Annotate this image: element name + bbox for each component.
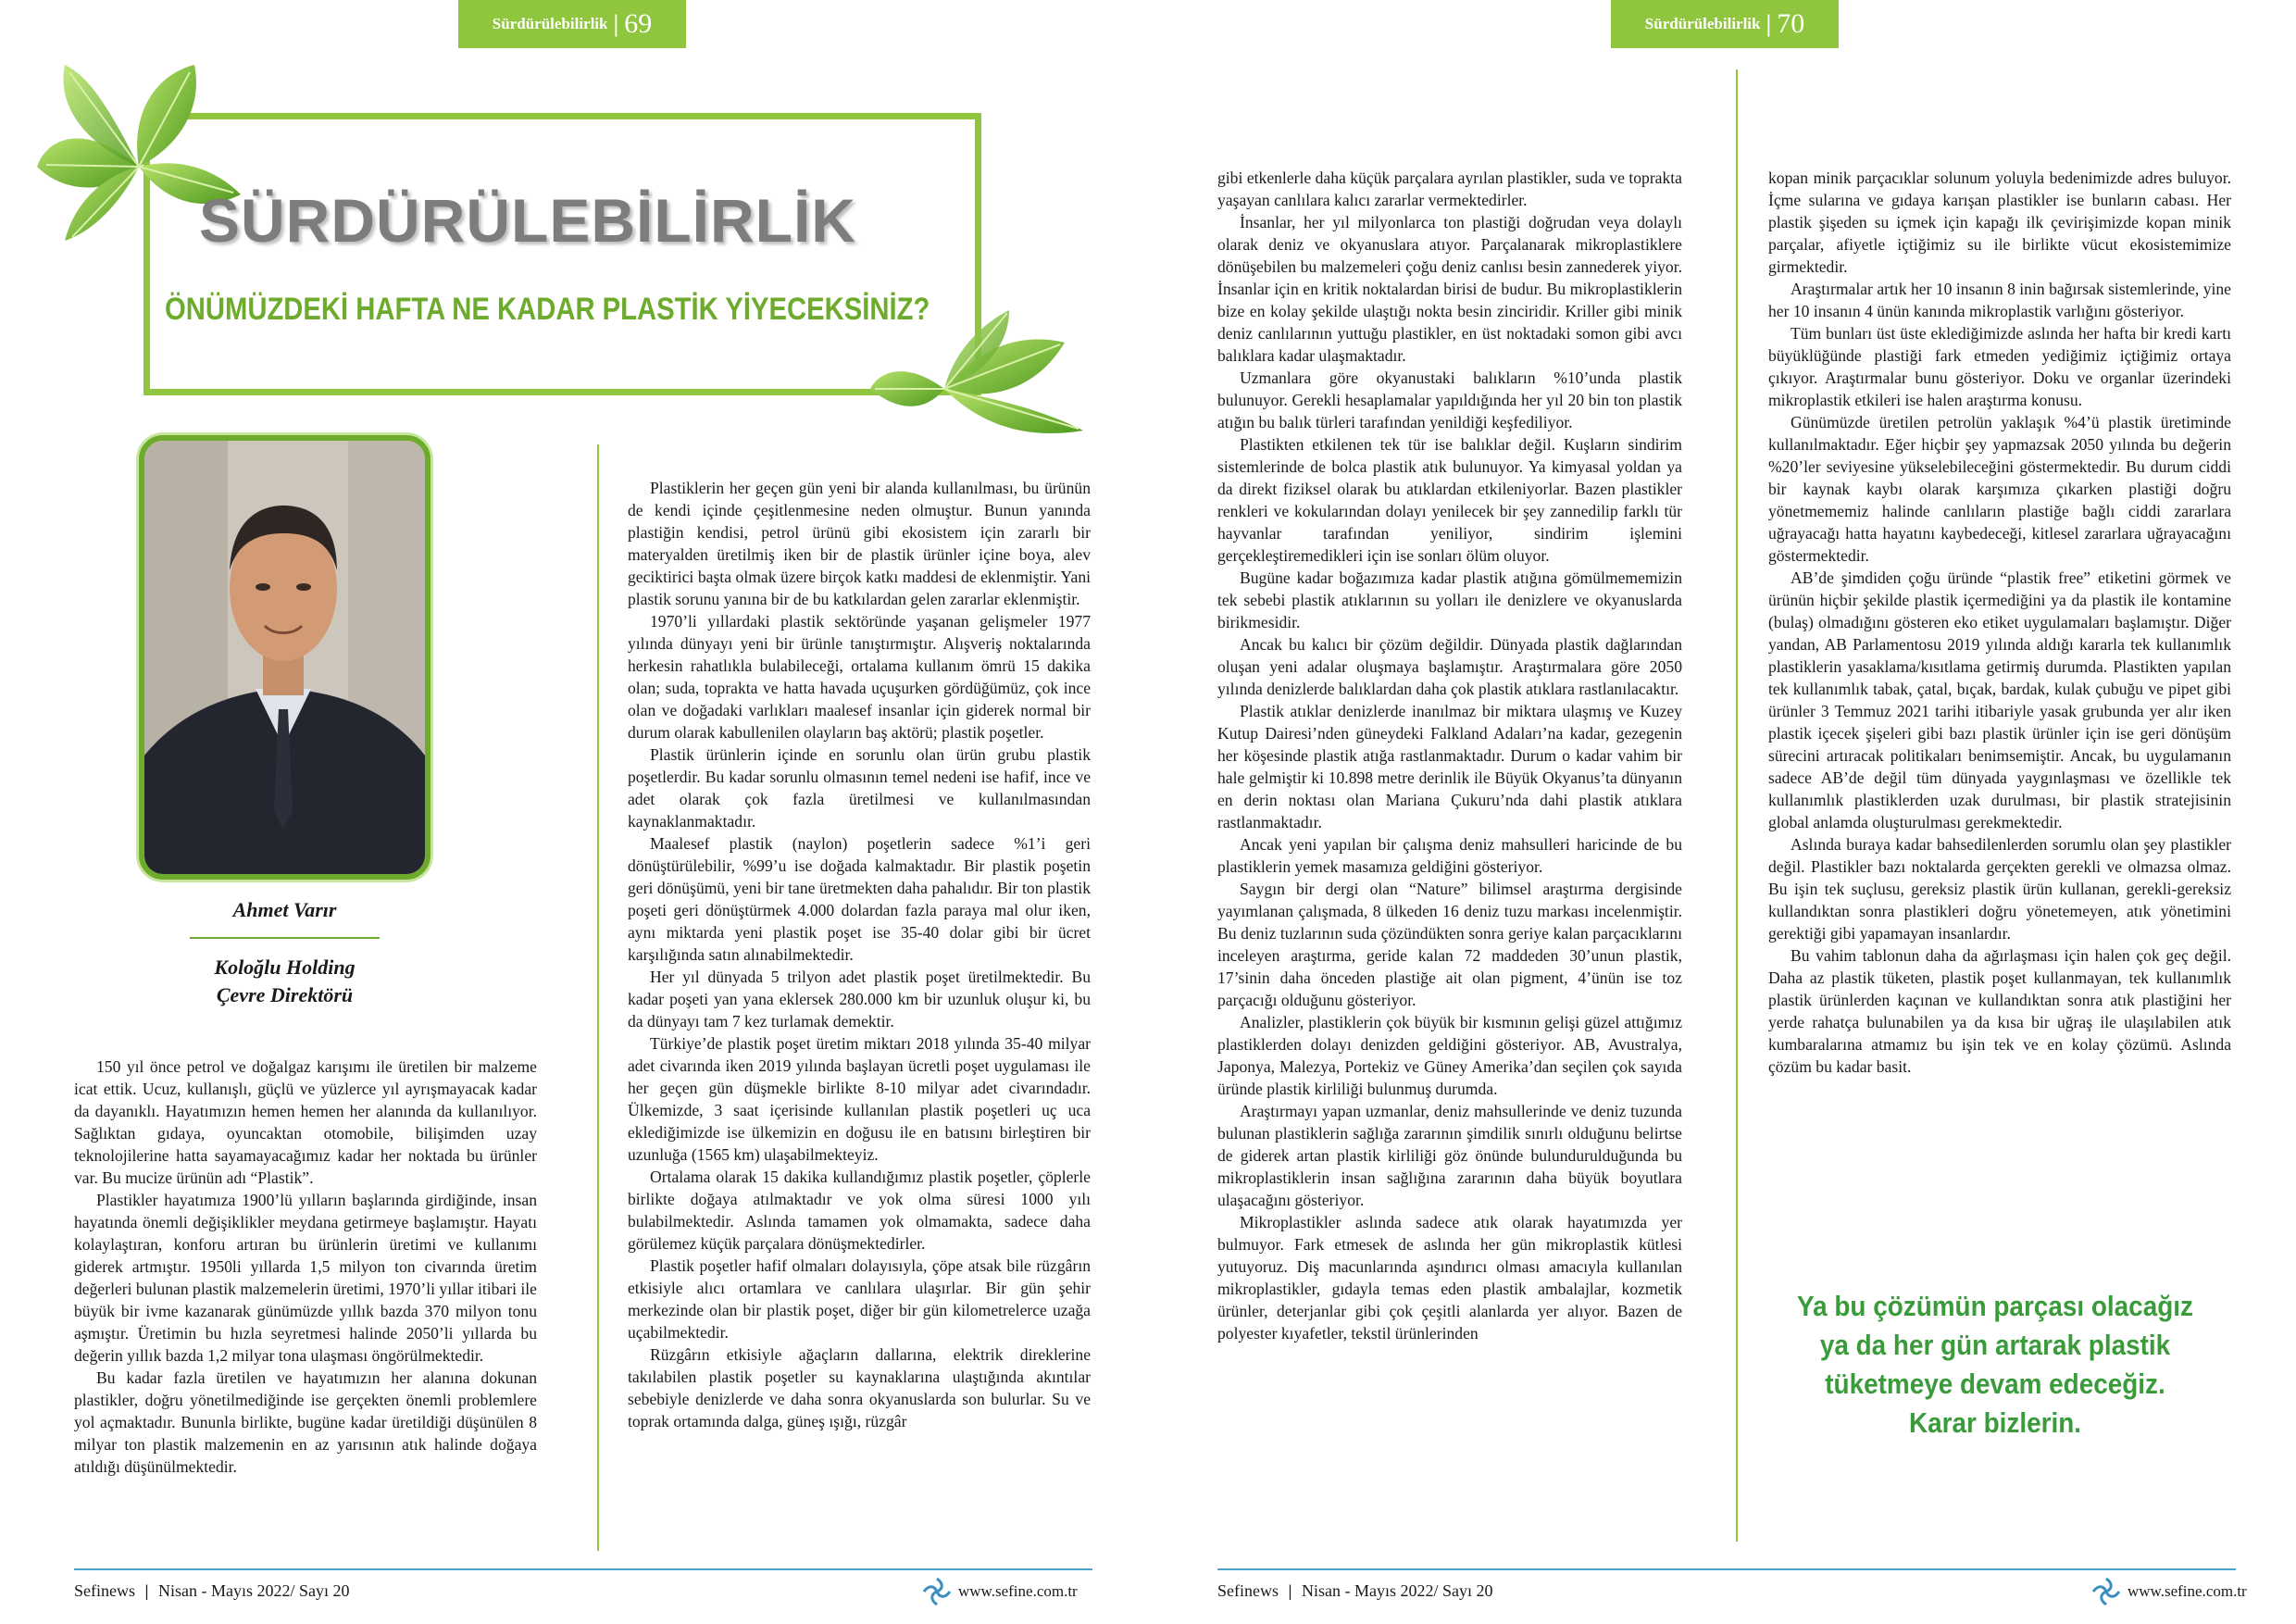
footer-url[interactable]: www.sefine.com.tr <box>2128 1582 2247 1600</box>
author-photo <box>139 435 430 880</box>
paragraph: AB’de şimdiden çoğu üründe “plastik free” etiketini görmek ve ürünün hiçbir şekilde plastik içermediğini ya da plastik ile kontamine (bulaş) olmadığını gösteren eko etiket uygulamaları başlamıştır. Diğer yandan, AB Parlamentosu 2019 yılında aldığı kararla tek kullanımlık plastiklerin yasaklama/kısıtlama getirmiş durumda. Plastikten yapılan tek kullanımlık tabak, çatal, bıçak, bardak, kulak çubuğu ve pipet gibi ürünler 3 Temmuz 2021 tarihi itibariyle yasak grubunda yer alır iken plastik içecek şişeleri gibi bazı plastik ürünler için ise geri dönüşüm sürecini artıracak politikaları benimsemiştir. Ancak, bu uygulamanın sadece AB’de değil tüm dünyada yaygınlaşması ve özellikle tek kullanımlık plastiklerden uzak durulması, bir plastik stratejisinin global anlamda oluşturulması gerekmektedir. <box>1768 568 2231 831</box>
author-affiliation <box>139 954 430 1009</box>
section-tab <box>458 0 686 48</box>
person-portrait-icon <box>144 441 425 874</box>
author-name: Ahmet Varır <box>232 898 337 921</box>
footer-masthead <box>74 1581 349 1601</box>
right-column-1 <box>1217 167 1682 1344</box>
article-title: SÜRDÜRÜLEBİLİRLİK <box>199 186 856 255</box>
paragraph: Plastikler hayatımıza 1900’lü yılların başlarında girdiğinde, insan hayatında önemli değişiklikler meydana getirmeye başlamıştır. Hayatı kolaylaştıran, konforu artıran bu ürünlerin üretimi ve kullanımı giderek artmıştır. 1950li yıllarda 1,5 milyon ton civarında üretim değerleri bulunan plastik malzemelerin üretimi, 1970’li yıllar itibari ile büyük bir ivme kazanarak günümüzde yıllık bazda 370 milyon tonu aşmıştır. Üretimin bu hızla seyretmesi halinde 2050’li yıllarda bu değerin yıllık bazda 1,2 milyar tona ulaşması öngörülmektedir. <box>74 1191 537 1365</box>
section-label: Sürdürülebilirlik <box>492 15 608 32</box>
paragraph: Uzmanlara göre okyanustaki balıkların %10’unda plastik bulunuyor. Gerekli hesaplamalar yapıldığında her yıl 20 bin ton plastik atığın bu balık türleri tarafından yenildiği keşfediliyor. <box>1217 369 1682 431</box>
paragraph: Plastiklerin her geçen gün yeni bir alanda kullanılması, bu ürünün de kendi içinde çeşitlenmesine neden olmuştur. Bunun yanında plastiğin kendisi, petrol ürünü gibi ekosistem için zararlı bir materyalden üretilmiş iken bir de plastik ürünler içine boya, alev geciktirici başta olmak üzere birçok katkı maddesi de eklenmiştir. Yani plastik sorunu yanına bir de bu katkılardan gelen zararlar eklenmiştir. <box>628 479 1091 608</box>
paragraph: Analizler, plastiklerin çok büyük bir kısmının gelişi güzel attığımız plastiklerden dolayı denizden geldiğini gösteriyor. AB, Avustralya, Japonya, Malezya, Portekiz ve Güney Amerika’dan seçilen çok sayıda üründe plastik kirliliği bulunmuş durumda. <box>1217 1013 1682 1098</box>
paragraph: Plastik poşetler hafif olmaları dolayısıyla, çöpe atsak bile rüzgârın etkisiyle alıcı ortamlara ve canlılara ulaşırlar. Bir gün şehir merkezinde olan bir plastik poşet, diğer bir gün kilometrelerce uzağa uçabilmektedir. <box>628 1256 1091 1342</box>
paragraph: Günümüzde üretilen petrolün yaklaşık %4’ü plastik üretiminde kullanılmaktadır. Eğer hiçbir şey yapmazsak 2050 yılında bu değerin %20’ler seviyesine yükselebileceğini göstermektedir. Bu durum ciddi bir kaynak kaybı olarak karşımıza çıkarken plastiği doğru yönetmememiz halinde canlıların plastiğe bağlı ciddi zararlara uğrayacağı hatta hayatını kaybedeceği, kitlesel zararlara uğrayacağını göstermektedir. <box>1768 413 2231 565</box>
left-column-2 <box>628 477 1091 1432</box>
footer-magazine: Sefinews <box>1217 1581 1279 1600</box>
tab-separator: | <box>613 10 619 37</box>
sefine-logo-icon <box>2090 1576 2122 1607</box>
footer-issue: Nisan - Mayıs 2022/ Sayı 20 <box>157 1581 350 1600</box>
right-column-2 <box>1768 167 2231 1078</box>
paragraph: Ancak yeni yapılan bir çalışma deniz mahsulleri haricinde de bu plastiklerin yemek masamıza geldiğini gösteriyor. <box>1217 835 1682 876</box>
footer-site <box>2090 1576 2247 1607</box>
author-divider <box>190 937 380 939</box>
tab-separator: | <box>1766 10 1772 37</box>
footer-url[interactable]: www.sefine.com.tr <box>958 1582 1078 1600</box>
footer-site <box>921 1576 1078 1607</box>
paragraph: Plastik ürünlerin içinde en sorunlu olan ürün grubu plastik poşetlerdir. Bu kadar sorunlu olmasının temel nedeni ise hafif, ince ve adet olarak çok fazla üretilmesi ve kullanılmasından kaynaklanmaktadır. <box>628 745 1091 831</box>
section-tab <box>1611 0 1839 48</box>
paragraph: 150 yıl önce petrol ve doğalgaz karışımı ile üretilen bir malzeme icat ettik. Ucuz, kullanışlı, güçlü ve yüzlerce yıl ayrışmayacak kadar da dayanıklı. Hayatımızın hemen hemen her alanında da kullanılıyor. Sağlıktan gıdaya, oyuncaktan otomobile, bilişimden uzay teknolojilerine hatta sayamayacağımız kadar her noktada bu ürünler var. Bu mucize ürünün adı “Plastik”. <box>74 1057 537 1187</box>
paragraph: 1970’li yıllardaki plastik sektöründe yaşanan gelişmeler 1977 yılında dünyayı yeni bir ürünle tanıştırmıştır. Alışveriş noktalarında herkesin rahatlıkla bulabileceği, ortalama kullanım ömrü 15 dakika olan; suda, toprakta ve hatta havada uçuşurken gördüğümüz, çok ince olan ve doğadaki varlıkları maalesef insanlar için giderek normal bir durum olarak kabullenilen olayların baş aktörü; plastik poşetler. <box>628 612 1091 742</box>
footer-masthead <box>1217 1581 1492 1601</box>
footer-separator: | <box>144 1581 149 1600</box>
paragraph: Araştırmayı yapan uzmanlar, deniz mahsullerinde ve deniz tuzunda bulunan plastiklerin sağlığa zararının şimdilik sınırlı olduğunu belirtse de giderek artan plastik kirliliği göz önünde bulundurulduğunda bu mikroplastiklerin insan sağlığına zararının daha büyük boyutlara ulaşacağını gösteriyor. <box>1217 1102 1682 1209</box>
footer-rule <box>74 1568 1092 1570</box>
quote-line: tüketmeye devam edeceğiz. <box>1825 1368 2165 1400</box>
paragraph: Bu kadar fazla üretilen ve hayatımızın her alanına dokunan plastikler, doğru yönetilmediğinde ise gerçekten önemli problemlere yol açmaktadır. Bununla birlikte, bugüne kadar üretildiği düşünülen 8 milyar ton plastik malzemenin en az yarısının atık halinde doğaya atıldığı düşünülmektedir. <box>74 1368 537 1476</box>
section-label: Sürdürülebilirlik <box>1644 15 1761 32</box>
footer-magazine: Sefinews <box>74 1581 135 1600</box>
paragraph: Türkiye’de plastik poşet üretim miktarı 2018 yılında 35-40 milyar adet civarında iken 2019 yılında başlayan ücretli poşet uygulaması ile her geçen gün düşmekle birlikte 8-10 milyar adet civarındadır. Ülkemizde, 3 saat içerisinde kullanılan plastik poşetleri uç uca eklediğimizde ise ülkemizin en doğusu ile en batısını birleştiren bir uzunluğa (1565 km) ulaşabilmekteyiz. <box>628 1034 1091 1164</box>
paragraph: Tüm bunları üst üste eklediğimizde aslında her hafta bir kredi kartı büyüklüğünde plastiği fark etmeden yediğimiz içtiğimiz ortaya çıkıyor. Araştırmalar bunu gösteriyor. Doku ve organlar üzerindeki mikroplastik etkileri ise halen araştırma konusu. <box>1768 324 2231 409</box>
paragraph: Mikroplastikler aslında sadece atık olarak hayatımızda yer bulmuyor. Fark etmesek de aslında her gün mikroplastik kütlesi yutuyoruz. Diş macunlarında aşındırıcı olması amacıyla kullanılan mikroplastikler, gıdayla temas eden plastik ambalajlar, kozmetik ürünler, deterjanlar gibi çok çeşitli alanlarda yer alıyor. Bazen de polyester kıyafetler, tekstil ürünlerinden <box>1217 1213 1682 1343</box>
sefine-logo-icon <box>921 1576 953 1607</box>
page-number: 70 <box>1777 8 1805 39</box>
paragraph: Plastik atıklar denizlerde inanılmaz bir miktara ulaşmış ve Kuzey Kutup Dairesi’nden güneydeki Falkland Adaları’na kadar, gezegenin her köşesinde plastik atığa rastlanmaktadır. Durum o kadar vahim bir hale gelmiştir ki 10.898 metre derinlik ile Büyük Okyanus’ta dünyanın en derin noktası olan Mariana Çukuru’nda dahi plastik atıklara rastlanmaktadır. <box>1217 702 1682 831</box>
left-column-1 <box>74 1056 537 1478</box>
footer-issue: Nisan - Mayıs 2022/ Sayı 20 <box>1301 1581 1493 1600</box>
column-divider <box>1736 69 1738 1542</box>
pull-quote <box>1787 1287 2203 1443</box>
paragraph: Araştırmalar artık her 10 insanın 8 inin bağırsak sistemlerinde, yine her 10 insanın 4 ünün kanında mikroplastik varlığını gösteriyor. <box>1768 280 2231 320</box>
column-divider <box>597 444 599 1551</box>
paragraph: Plastikten etkilenen tek tür ise balıklar değil. Kuşların sindirim sistemlerinde de bolca plastik atık bulunuyor. Ya kimyasal yoldan ya da direkt fiziksel olarak bu atıklardan etkileniyorlar. Bazen plastikler renkleri ve kokularından dolayı yenilecek bir şey zannedilip farklı tür hayvanlar tarafından yeniliyor, sindirim işlemini gerçekleştiremedikleri için ise sonları ölüm oluyor. <box>1217 435 1682 565</box>
paragraph: Aslında buraya kadar bahsedilenlerden sorumlu olan şey plastikler değil. Plastikler bazı noktalarda gerçekten gerekli ve olmazsa olmaz. Bu işin tek suçlusu, gereksiz plastik ürün kullanan, gerekli-gereksiz kullandıktan sonra plastikleri doğru yönetemeyen, atık yönetimini gerektiği gibi yapamayan insanlardır. <box>1768 835 2231 943</box>
quote-line: ya da her gün artarak plastik <box>1819 1329 2171 1361</box>
article-subtitle: ÖNÜMÜZDEKİ HAFTA NE KADAR PLASTİK YİYECEKSİNİZ? <box>165 292 930 327</box>
paragraph: Saygın bir dergi olan “Nature” bilimsel araştırma dergisinde yayımlanan çalışmada, 8 ülkeden 16 deniz tuzu markası incelenmiştir. Bu deniz tuzlarının suda çözündükten sonra geriye kalan parçacıklarını inceleyen araştırma, geride kalan 72 maddeden 30’unun plastik, 17’sinin daha önceden plastiğe ait olan pigment, 4’ünün ise toz parçacığı olduğunu gösteriyor. <box>1217 880 1682 1009</box>
page-number: 69 <box>624 8 653 39</box>
paragraph: Bu vahim tablonun daha da ağırlaşması için halen çok geç değil. Daha az plastik tüketen, plastik poşet kullanmayan, tek kullanımlık plastik ürünlerden kaçınan ve kullandıktan sonra atık plastiğini her yerde rahatça bulunabilen ya da kısa bir uğraş ile ulaşılabilen atık kumbaralarına atmamız bu işin tek ve en kolay çözümü. Aslında çözüm bu kadar basit. <box>1768 946 2231 1076</box>
footer-rule <box>1217 1568 2236 1570</box>
page-70 <box>1148 0 2296 1624</box>
paragraph: Maalesef plastik (naylon) poşetlerin sadece %1’i geri dönüştürülebilir, %99’u ise doğada kalmaktadır. Bir plastik poşetin geri dönüşümü, yeni bir tane üretmekten daha pahalıdır. Bir ton plastik poşeti geri dönüştürmek 4.000 dolardan fazla paraya mal olur iken, aynı miktarda yeni plastik poşet ise 35-40 dolar gibi bir ücret karşılığında satın alınabilmektedir. <box>628 834 1091 964</box>
paragraph: Bugüne kadar boğazımıza kadar plastik atığına gömülmememizin tek sebebi plastik atıklarının su yolları ile denizlere ve okyanuslarda birikmesidir. <box>1217 568 1682 631</box>
author-company: Koloğlu Holding <box>214 956 356 979</box>
paragraph: gibi etkenlerle daha küçük parçalara ayrılan plastikler, suda ve toprakta yaşayan canlılara kalıcı zararlar vermektedirler. <box>1217 169 1682 209</box>
author-role: Çevre Direktörü <box>216 983 354 1006</box>
quote-line: Karar bizlerin. <box>1908 1406 2082 1439</box>
footer-separator: | <box>1288 1581 1292 1600</box>
paragraph: Ancak bu kalıcı bir çözüm değildir. Dünyada plastik dağlarından oluşan yeni adalar oluşmaya başlamıştır. Araştırmalara göre 2050 yılında denizlerde balıklardan daha çok plastik atıklara rastlanılacaktır. <box>1217 635 1682 698</box>
quote-line: Ya bu çözümün parçası olacağız <box>1797 1290 2193 1322</box>
paragraph: Her yıl dünyada 5 trilyon adet plastik poşet üretilmektedir. Bu kadar poşeti yan yana eklersek 280.000 km bir uzunluk oluşur ki, bu da dünyayı tam 7 kez turlamak demektir. <box>628 968 1091 1031</box>
paragraph: kopan minik parçacıklar solunum yoluyla bedenimizde adres buluyor. İçme sularına ve gıdaya karışan plastikler ise bunların cabası. Her plastik şişeden su içmek için kapağı ilk çevirişimizde kopan minik parçalar, afiyetle içtiğimiz su ile birlikte vücut ekosistemimize girmektedir. <box>1768 169 2231 276</box>
paragraph: Ortalama olarak 15 dakika kullandığımız plastik poşetler, çöplerle birlikte doğaya atılmaktadır ve yok olma süresi 1000 yılı bulabilmektedir. Aslında tamamen yok olmamakta, sadece daha görülemez küçük parçalara dönüşmektedirler. <box>628 1168 1091 1253</box>
paragraph: İnsanlar, her yıl milyonlarca ton plastiği doğrudan veya dolaylı olarak deniz ve okyanuslara atıyor. Parçalanarak mikroplastiklere dönüşebilen bu malzemeleri çoğu deniz canlısı besin zannederek yiyor. İnsanlar için en kritik noktalardan birisi de budur. Bu mikroplastiklerin bize en kolay şekilde ulaştığı nokta besin zinciridir. Kriller gibi minik deniz canlılarının yuttuğu plastikler, en üst noktadaki somon gibi avcı balıklara kadar ulaşmaktadır. <box>1217 213 1682 365</box>
paragraph: Rüzgârın etkisiyle ağaçların dallarına, elektrik direklerine takılabilen plastik poşetler su kaynaklarına ulaştığında akıntılar sebebiyle denizlerde ve daha sonra okyanuslarda son bulurlar. Su ve toprak ortamında dalga, güneş ışığı, rüzgâr <box>628 1345 1091 1430</box>
